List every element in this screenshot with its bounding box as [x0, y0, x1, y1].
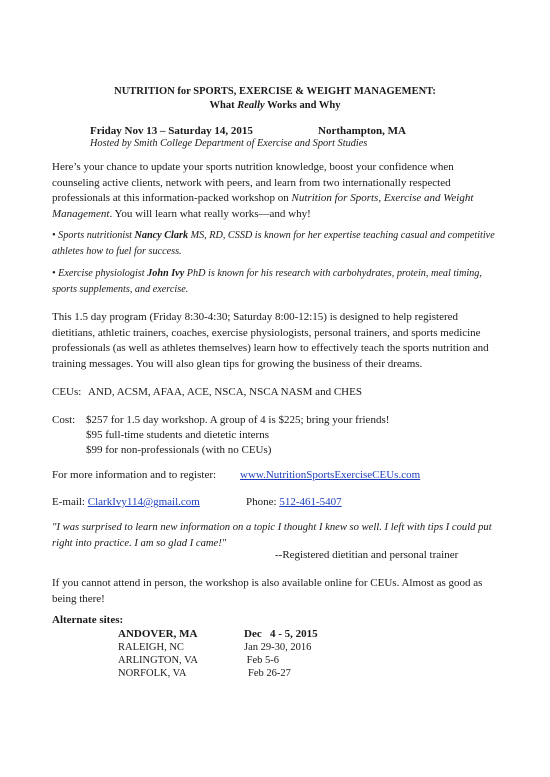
- site-city: RALEIGH, NC: [118, 642, 184, 653]
- speaker-name: John Ivy: [147, 268, 185, 279]
- site-city: ANDOVER, MA: [118, 628, 198, 640]
- speaker-clark: • Sports nutritionist Nancy Clark MS, RD, CSSD is known for her expertise teaching casual and competitive athletes how to fuel for success.: [52, 230, 495, 257]
- program-paragraph: This 1.5 day program (Friday 8:30-4:30; Saturday 8:00-12:15) is designed to help registered dietitians, athletic trainers, coaches, exercise physiologists, personal trainers, and sports medicine professionals (as well as athletes themselves) learn how to effectively teach the sports nutrition and training messages. You will also glean tips for growing the business of their dreams.: [52, 311, 489, 370]
- testimonial-quote: "I was surprised to learn new information on a topic I thought I knew so well. I left with tips I could put right into practice. I am so glad I came!": [52, 522, 492, 549]
- phone-label: Phone:: [246, 496, 280, 508]
- phone-link[interactable]: 512-461-5407: [279, 496, 342, 508]
- website-link[interactable]: www.NutritionSportsExerciseCEUs.com: [240, 469, 421, 481]
- title-really: Really: [237, 100, 265, 111]
- event-location: Northampton, MA: [318, 125, 406, 137]
- site-city: ARLINGTON, VA: [118, 655, 198, 666]
- site-dates: Feb 26-27: [248, 668, 291, 679]
- site-city: NORFOLK, VA: [118, 668, 187, 679]
- cost-line: $99 for non-professionals (with no CEUs): [86, 444, 272, 456]
- online-paragraph: If you cannot attend in person, the workshop is also available online for CEUs. Almost as good as being there!: [52, 577, 483, 605]
- email-label: E-mail:: [52, 496, 88, 508]
- intro-paragraph: Here’s your chance to update your sports nutrition knowledge, boost your confidence when counseling active clients, network with peers, and learn from two internationally respected professionals at this information-packed workshop on Nutrition for Sports, Exercise and Weight Management. You will learn what really works—and why!: [52, 161, 474, 220]
- phone-row: [246, 496, 342, 508]
- cost-line: $257 for 1.5 day workshop. A group of 4 is $225; bring your friends!: [86, 414, 390, 426]
- title-what: What: [209, 100, 238, 111]
- speaker-name: Nancy Clark: [134, 230, 189, 241]
- ceus-label: CEUs:: [52, 386, 82, 398]
- event-dates: Friday Nov 13 – Saturday 14, 2015: [90, 125, 253, 137]
- title-line-2: [0, 100, 550, 111]
- site-dates: Dec 4 - 5, 2015: [244, 628, 318, 640]
- site-dates: Feb 5-6: [244, 655, 279, 666]
- workshop-name: Nutrition for Sports, Exercise and Weight Management: [52, 192, 474, 220]
- cost-line: $95 full-time students and dietetic interns: [86, 429, 269, 441]
- speaker-ivy: • Exercise physiologist John Ivy PhD is known for his research with carbohydrates, protein, meal timing, sports supplements, and exercise.: [52, 268, 482, 295]
- testimonial-attribution: --Registered dietitian and personal trainer: [275, 549, 459, 561]
- info-label: For more information and to register:: [52, 469, 217, 481]
- site-dates: Jan 29-30, 2016: [244, 642, 312, 653]
- event-host: Hosted by Smith College Department of Exercise and Sport Studies: [90, 138, 368, 149]
- title-line-1: NUTRITION for SPORTS, EXERCISE & WEIGHT MANAGEMENT:: [114, 86, 436, 97]
- email-link[interactable]: ClarkIvy114@gmail.com: [87, 496, 200, 508]
- alternate-heading: Alternate sites:: [52, 614, 124, 626]
- ceus-value: AND, ACSM, AFAA, ACE, NSCA, NSCA NASM and CHES: [88, 386, 362, 398]
- title-works: Works and Why: [264, 100, 341, 111]
- email-row: [52, 496, 200, 508]
- cost-label: Cost:: [52, 414, 76, 426]
